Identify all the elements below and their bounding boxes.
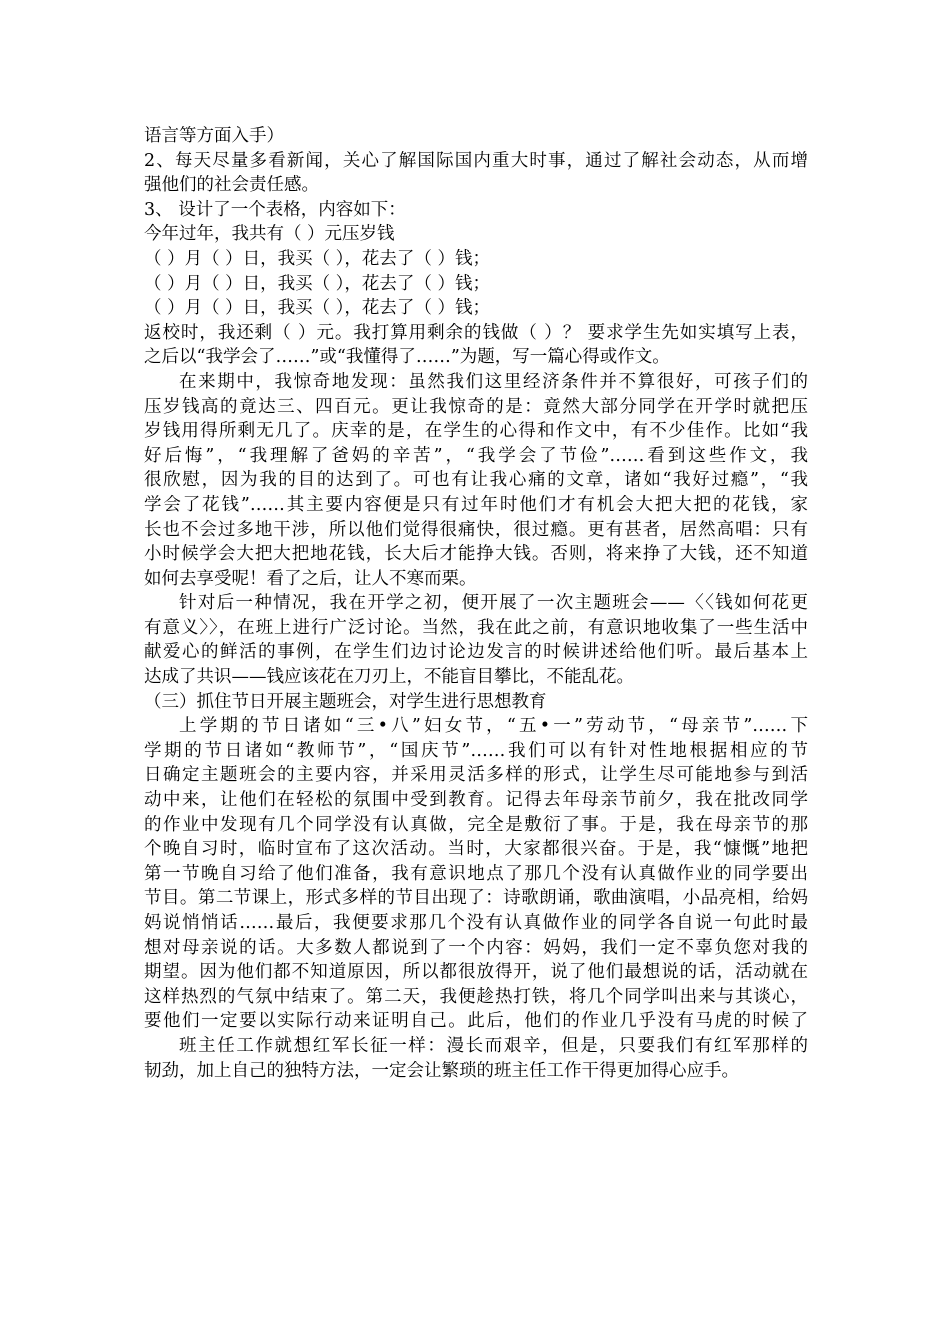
paragraph-line: 长也不会过多地干涉，所以他们觉得很痛快，很过瘾。更有甚者，居然高唱：只有 <box>144 519 808 540</box>
paragraph-line: 压岁钱高的竟达三、四百元。更让我惊奇的是：竟然大部分同学在开学时就把压 <box>144 396 808 417</box>
paragraph-line: 妈说悄悄话……最后，我便要求那几个没有认真做作业的同学各自说一句此时最 <box>144 913 808 933</box>
item2-line-1: 2、每天尽量多看新闻，关心了解国际国内重大时事，通过了解社会动态，从而增 <box>144 150 808 171</box>
paragraph-line: 上学期的节日诸如“三•八”妇女节，“五•一”劳动节，“母亲节”……下 <box>179 716 808 737</box>
paragraph-line: 日确定主题班会的主要内容，并采用灵活多样的形式，让学生尽可能地参与到活 <box>144 765 808 786</box>
section-three-heading: （三）抓住节日开展主题班会，对学生进行思想教育 <box>144 691 547 712</box>
paragraph-line: 个晚自习时，临时宣布了这次活动。当时，大家都很兴奋。于是，我“慷慨”地把 <box>144 839 808 860</box>
paragraph-line: 要他们一定要以实际行动来证明自己。此后，他们的作业几乎没有马虎的时候了 <box>144 1011 808 1032</box>
paragraph-line: 韧劲，加上自己的独特方法，一定会让繁琐的班主任工作干得更加得心应手。 <box>144 1060 739 1081</box>
form-row-3: （ ）月（ ）日，我买（ ），花去了（ ）钱； <box>144 298 490 319</box>
paragraph-line: 期望。因为他们都不知道原因，所以都很放得开，说了他们最想说的话，活动就在 <box>144 962 808 983</box>
paragraph-line: 岁钱用得所剩无几了。庆幸的是，在学生的心得和作文中，有不少佳作。比如“我 <box>144 421 808 442</box>
intro-line: 语言等方面入手） <box>144 126 284 146</box>
paragraph-line: 献爱心的鲜活的事例，在学生们边讨论边发言的时候讲述给他们听。最后基本上 <box>144 642 808 663</box>
paragraph-conclusion <box>144 1034 808 1083</box>
item2-line-2: 强他们的社会责任感。 <box>144 175 319 196</box>
item3-heading: 3、 设计了一个表格，内容如下： <box>144 199 406 220</box>
form-row-1: （ ）月（ ）日，我买（ ），花去了（ ）钱； <box>144 248 490 269</box>
paragraph-line: 动中来，让他们在轻松的氛围中受到教育。记得去年母亲节前夕，我在批改同学 <box>144 790 808 811</box>
remaining-line-2: 之后以“我学会了……”或“我懂得了……”为题，写一篇心得或作文。 <box>144 347 670 368</box>
paragraph-line: 在来期中，我惊奇地发现：虽然我们这里经济条件并不算很好，可孩子们的 <box>179 371 808 392</box>
paragraph-meeting <box>144 591 808 689</box>
paragraph-line: 这样热烈的气氛中结束了。第二天，我便趁热打铁，将几个同学叫出来与其谈心， <box>144 986 808 1007</box>
paragraph-line: 小时候学会大把大把地花钱，长大后才能挣大钱。否则，将来挣了大钱，还不知道 <box>144 544 808 565</box>
paragraph-line: 达成了共识——钱应该花在刀刃上，不能盲目攀比，不能乱花。 <box>144 667 634 688</box>
paragraph-line: 节目。第二节课上，形式多样的节目出现了：诗歌朗诵，歌曲演唱，小品亮相，给妈 <box>144 888 808 909</box>
paragraph-line: 班主任工作就想红军长征一样：漫长而艰辛，但是，只要我们有红军那样的 <box>179 1035 808 1056</box>
paragraph-line: 学会了花钱”……其主要内容便是只有过年时他们才有机会大把大把的花钱，家 <box>144 494 808 515</box>
paragraph-line: 如何去享受呢！看了之后，让人不寒而栗。 <box>144 568 477 589</box>
paragraph-holidays <box>144 714 808 1034</box>
document-page <box>144 124 808 1083</box>
paragraph-line: 想对母亲说的话。大多数人都说到了一个内容：妈妈，我们一定不辜负您对我的 <box>144 937 808 958</box>
paragraph-line: 学期的节日诸如“教师节”，“国庆节”……我们可以有针对性地根据相应的节 <box>144 740 808 761</box>
paragraph-line: 很欣慰，因为我的目的达到了。可也有让我心痛的文章，诸如“我好过瘾”，“我 <box>144 470 808 491</box>
paragraph-line: 第一节晚自习给了他们准备，我有意识地点了那几个没有认真做作业的同学要出 <box>144 863 808 884</box>
paragraph-line: 好后悔”，“我理解了爸妈的辛苦”，“我学会了节俭”……看到这些作文，我 <box>144 445 808 466</box>
remaining-line-1: 返校时，我还剩（ ）元。我打算用剩余的钱做（ ）？ 要求学生先如实填写上表， <box>144 322 808 343</box>
paragraph-line: 针对后一种情况，我在开学之初，便开展了一次主题班会——〈〈钱如何花更 <box>179 593 808 614</box>
paragraph-line: 的作业中发现有几个同学没有认真做，完全是敷衍了事。于是，我在母亲节的那 <box>144 814 808 835</box>
form-line-total: 今年过年，我共有（ ）元压岁钱 <box>144 224 395 245</box>
paragraph-line: 有意义〉〉，在班上进行广泛讨论。当然，我在此之前，有意识地收集了一些生活中 <box>144 617 808 638</box>
form-row-2: （ ）月（ ）日，我买（ ），花去了（ ）钱； <box>144 273 490 294</box>
paragraph-discovery <box>144 370 808 591</box>
